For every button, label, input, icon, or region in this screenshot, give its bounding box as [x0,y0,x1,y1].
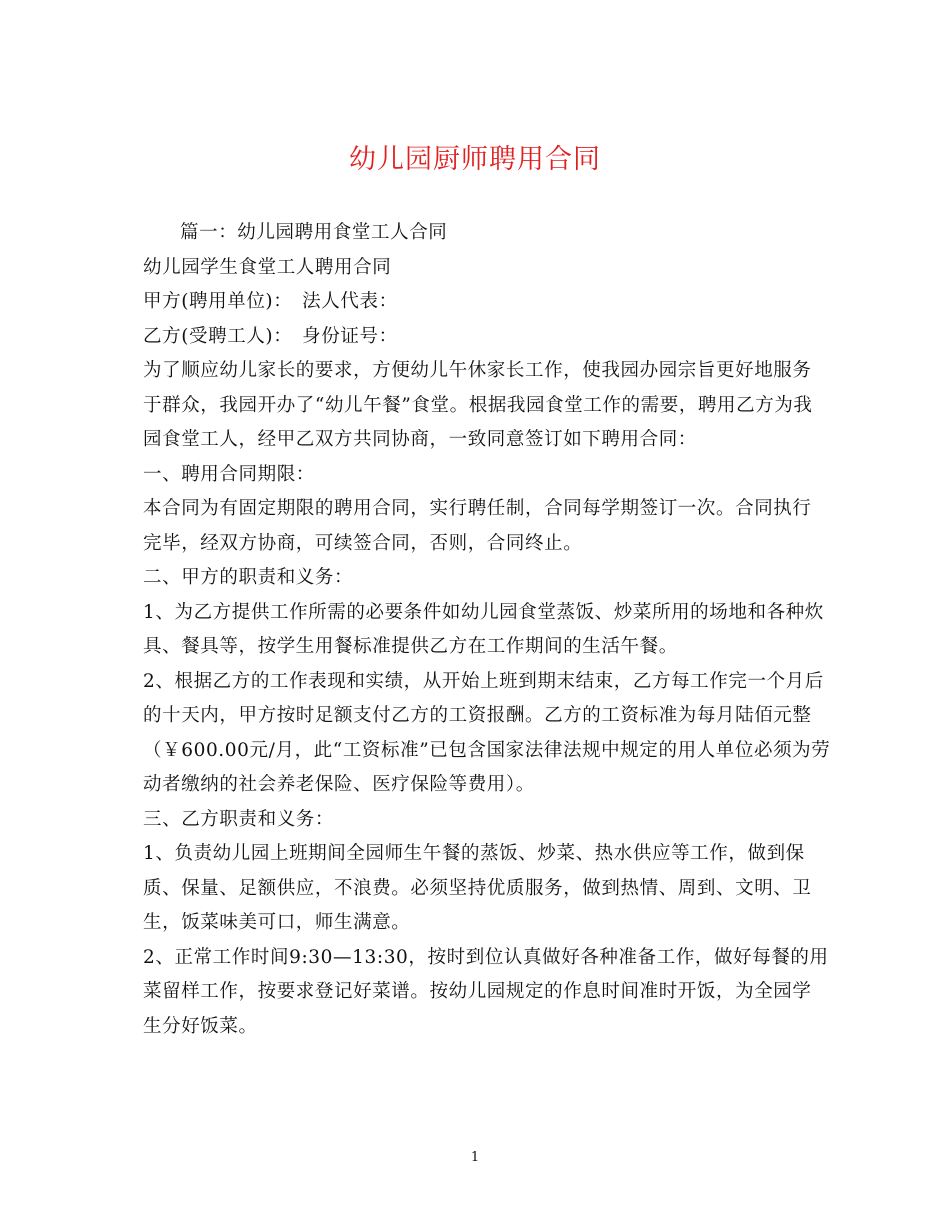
text-line: （￥600.00元/月，此“工资标准”已包含国家法律法规中规定的用人单位必须为劳 [143,739,831,761]
text-line: 1、负责幼儿园上班期间全园师生午餐的蒸饭、炒菜、热水供应等工作，做到保 [143,843,805,864]
text-line: 一、聘用合同期限： [143,463,315,485]
text-line: 的十天内，甲方按时足额支付乙方的工资报酬。乙方的工资标准为每月陆佰元整 [143,705,812,726]
text-line: 具、餐具等，按学生用餐标准提供乙方在工作期间的生活午餐。 [143,636,678,657]
text-line: 质、保量、足额供应，不浪费。必须坚持优质服务，做到热情、周到、文明、卫 [143,877,812,899]
text-line: 动者缴纳的社会养老保险、医疗保险等费用）。 [143,774,535,795]
text-line: 本合同为有固定期限的聘用合同，实行聘任制，合同每学期签订一次。合同执行 [143,498,812,519]
text-line: 于群众，我园开办了“幼儿午餐”食堂。根据我园食堂工作的需要，聘用乙方为我 [143,394,813,416]
text-line: 篇一：幼儿园聘用食堂工人合同 [180,222,448,243]
text-line: 菜留样工作，按要求登记好菜谱。按幼儿园规定的作息时间准时开饭，为全园学 [143,981,812,1002]
text-line: 1、为乙方提供工作所需的必要条件如幼儿园食堂蒸饭、炒菜所用的场地和各种炊 [143,601,824,623]
text-line: 二、甲方的职责和义务： [143,567,354,588]
text-line: 三、乙方职责和义务： [143,808,335,830]
text-line: 2、根据乙方的工作表现和实绩，从开始上班到期末结束，乙方每工作完一个月后 [143,670,824,692]
document-body [143,216,831,1044]
text-line: 2、正常工作时间9:30—13:30，按时到位认真做好各种准备工作，做好每餐的用 [143,946,829,968]
text-line: 为了顺应幼儿家长的要求，方便幼儿午休家长工作，使我园办园宗旨更好地服务 [143,360,812,381]
text-line: 生，饭菜味美可口，师生满意。 [143,912,411,933]
document-title: 幼儿园厨师聘用合同 [349,144,601,175]
text-line: 完毕，经双方协商，可续签合同，否则，合同终止。 [143,532,583,554]
text-line: 园食堂工人，经甲乙双方共同协商，一致同意签订如下聘用合同： [143,429,697,450]
text-line: 乙方(受聘工人)： 身份证号： [143,325,398,347]
page-number: 1 [470,1150,480,1165]
text-line: 幼儿园学生食堂工人聘用合同 [143,256,392,278]
text-line: 生分好饭菜。 [143,1015,258,1037]
text-line: 甲方(聘用单位)： 法人代表： [143,291,398,312]
